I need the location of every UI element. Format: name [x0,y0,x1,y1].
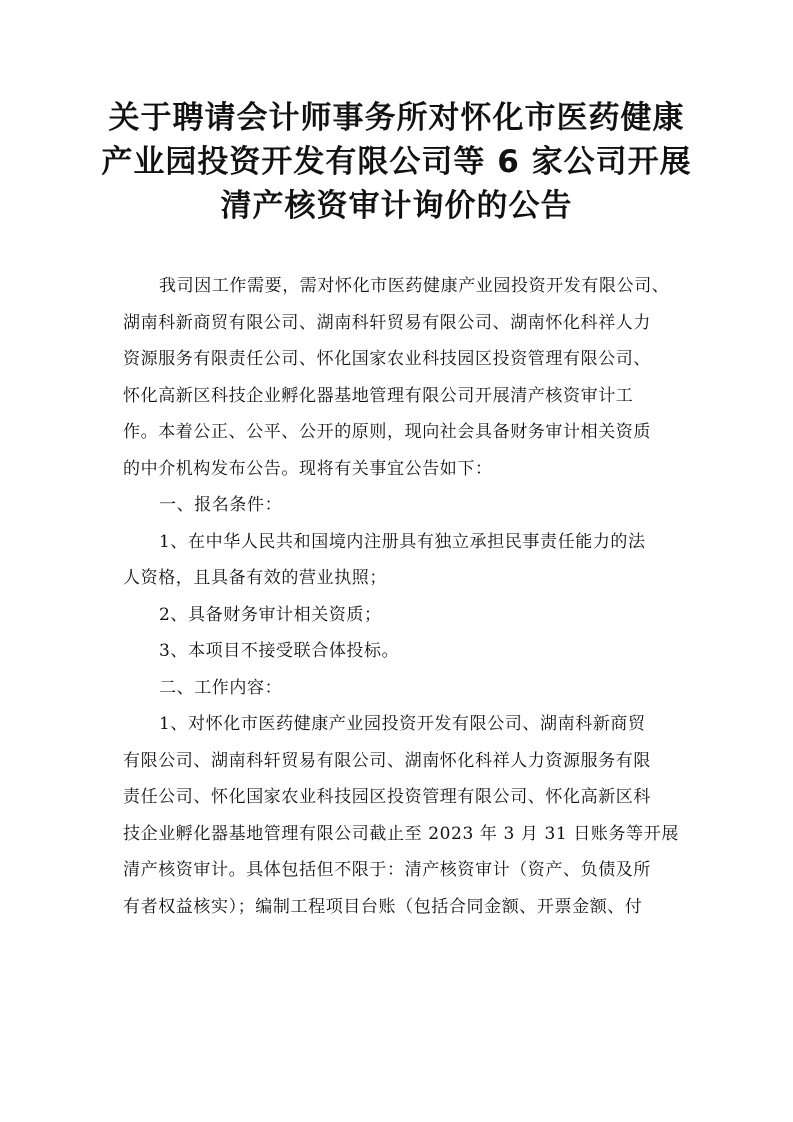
condition-item-1: 1、在中华人民共和国境内注册具有独立承担民事责任能力的法 [159,531,646,552]
paragraph-intro-line: 湖南科新商贸有限公司、湖南科轩贸易有限公司、湖南怀化科祥人力 [123,312,651,333]
section-heading-registration: 一、报名条件： [159,495,283,515]
work-item-1-continued: 清产核资审计。具体包括但不限于：清产核资审计（资产、负债及所 [123,860,651,880]
paragraph-intro-line: 怀化高新区科技企业孵化器基地管理有限公司开展清产核资审计工 [123,385,634,406]
work-item-1-continued: 责任公司、怀化国家农业科技园区投资管理有限公司、怀化高新区科 [123,787,651,807]
paragraph-intro-line: 资源服务有限责任公司、怀化国家农业科技园区投资管理有限公司、 [123,349,651,369]
section-heading-work-content: 二、工作内容： [159,677,283,698]
title-line-2: 产业园投资开发有限公司等 6 家公司开展 [101,144,692,180]
paragraph-intro-line: 作。本着公正、公平、公开的原则，现向社会具备财务审计相关资质 [123,422,651,442]
work-item-1-continued: 有者权益核实）；编制工程项目台账（包括合同金额、开票金额、付 [123,896,643,917]
title-line-3: 清产核资审计询价的公告 [220,188,573,224]
work-item-1: 1、对怀化市医药健康产业园投资开发有限公司、湖南科新商贸 [159,714,646,734]
work-item-1-continued: 技企业孵化器基地管理有限公司截止至 2023 年 3 月 31 日账务等开展 [123,823,679,844]
title-line-1: 关于聘请会计师事务所对怀化市医药健康 [108,100,685,136]
condition-item-1-continued: 人资格，且具备有效的营业执照； [123,568,387,588]
condition-item-3: 3、本项目不接受联合体投标。 [159,641,400,661]
document-title [100,96,693,228]
condition-item-2: 2、具备财务审计相关资质； [159,604,382,625]
paragraph-intro-line: 我司因工作需要，需对怀化市医药健康产业园投资开发有限公司、 [159,276,670,296]
paragraph-intro-line: 的中介机构发布公告。现将有关事宜公告如下： [123,458,493,479]
work-item-1-continued: 有限公司、湖南科轩贸易有限公司、湖南怀化科祥人力资源服务有限 [123,750,651,771]
document-body [123,268,683,925]
